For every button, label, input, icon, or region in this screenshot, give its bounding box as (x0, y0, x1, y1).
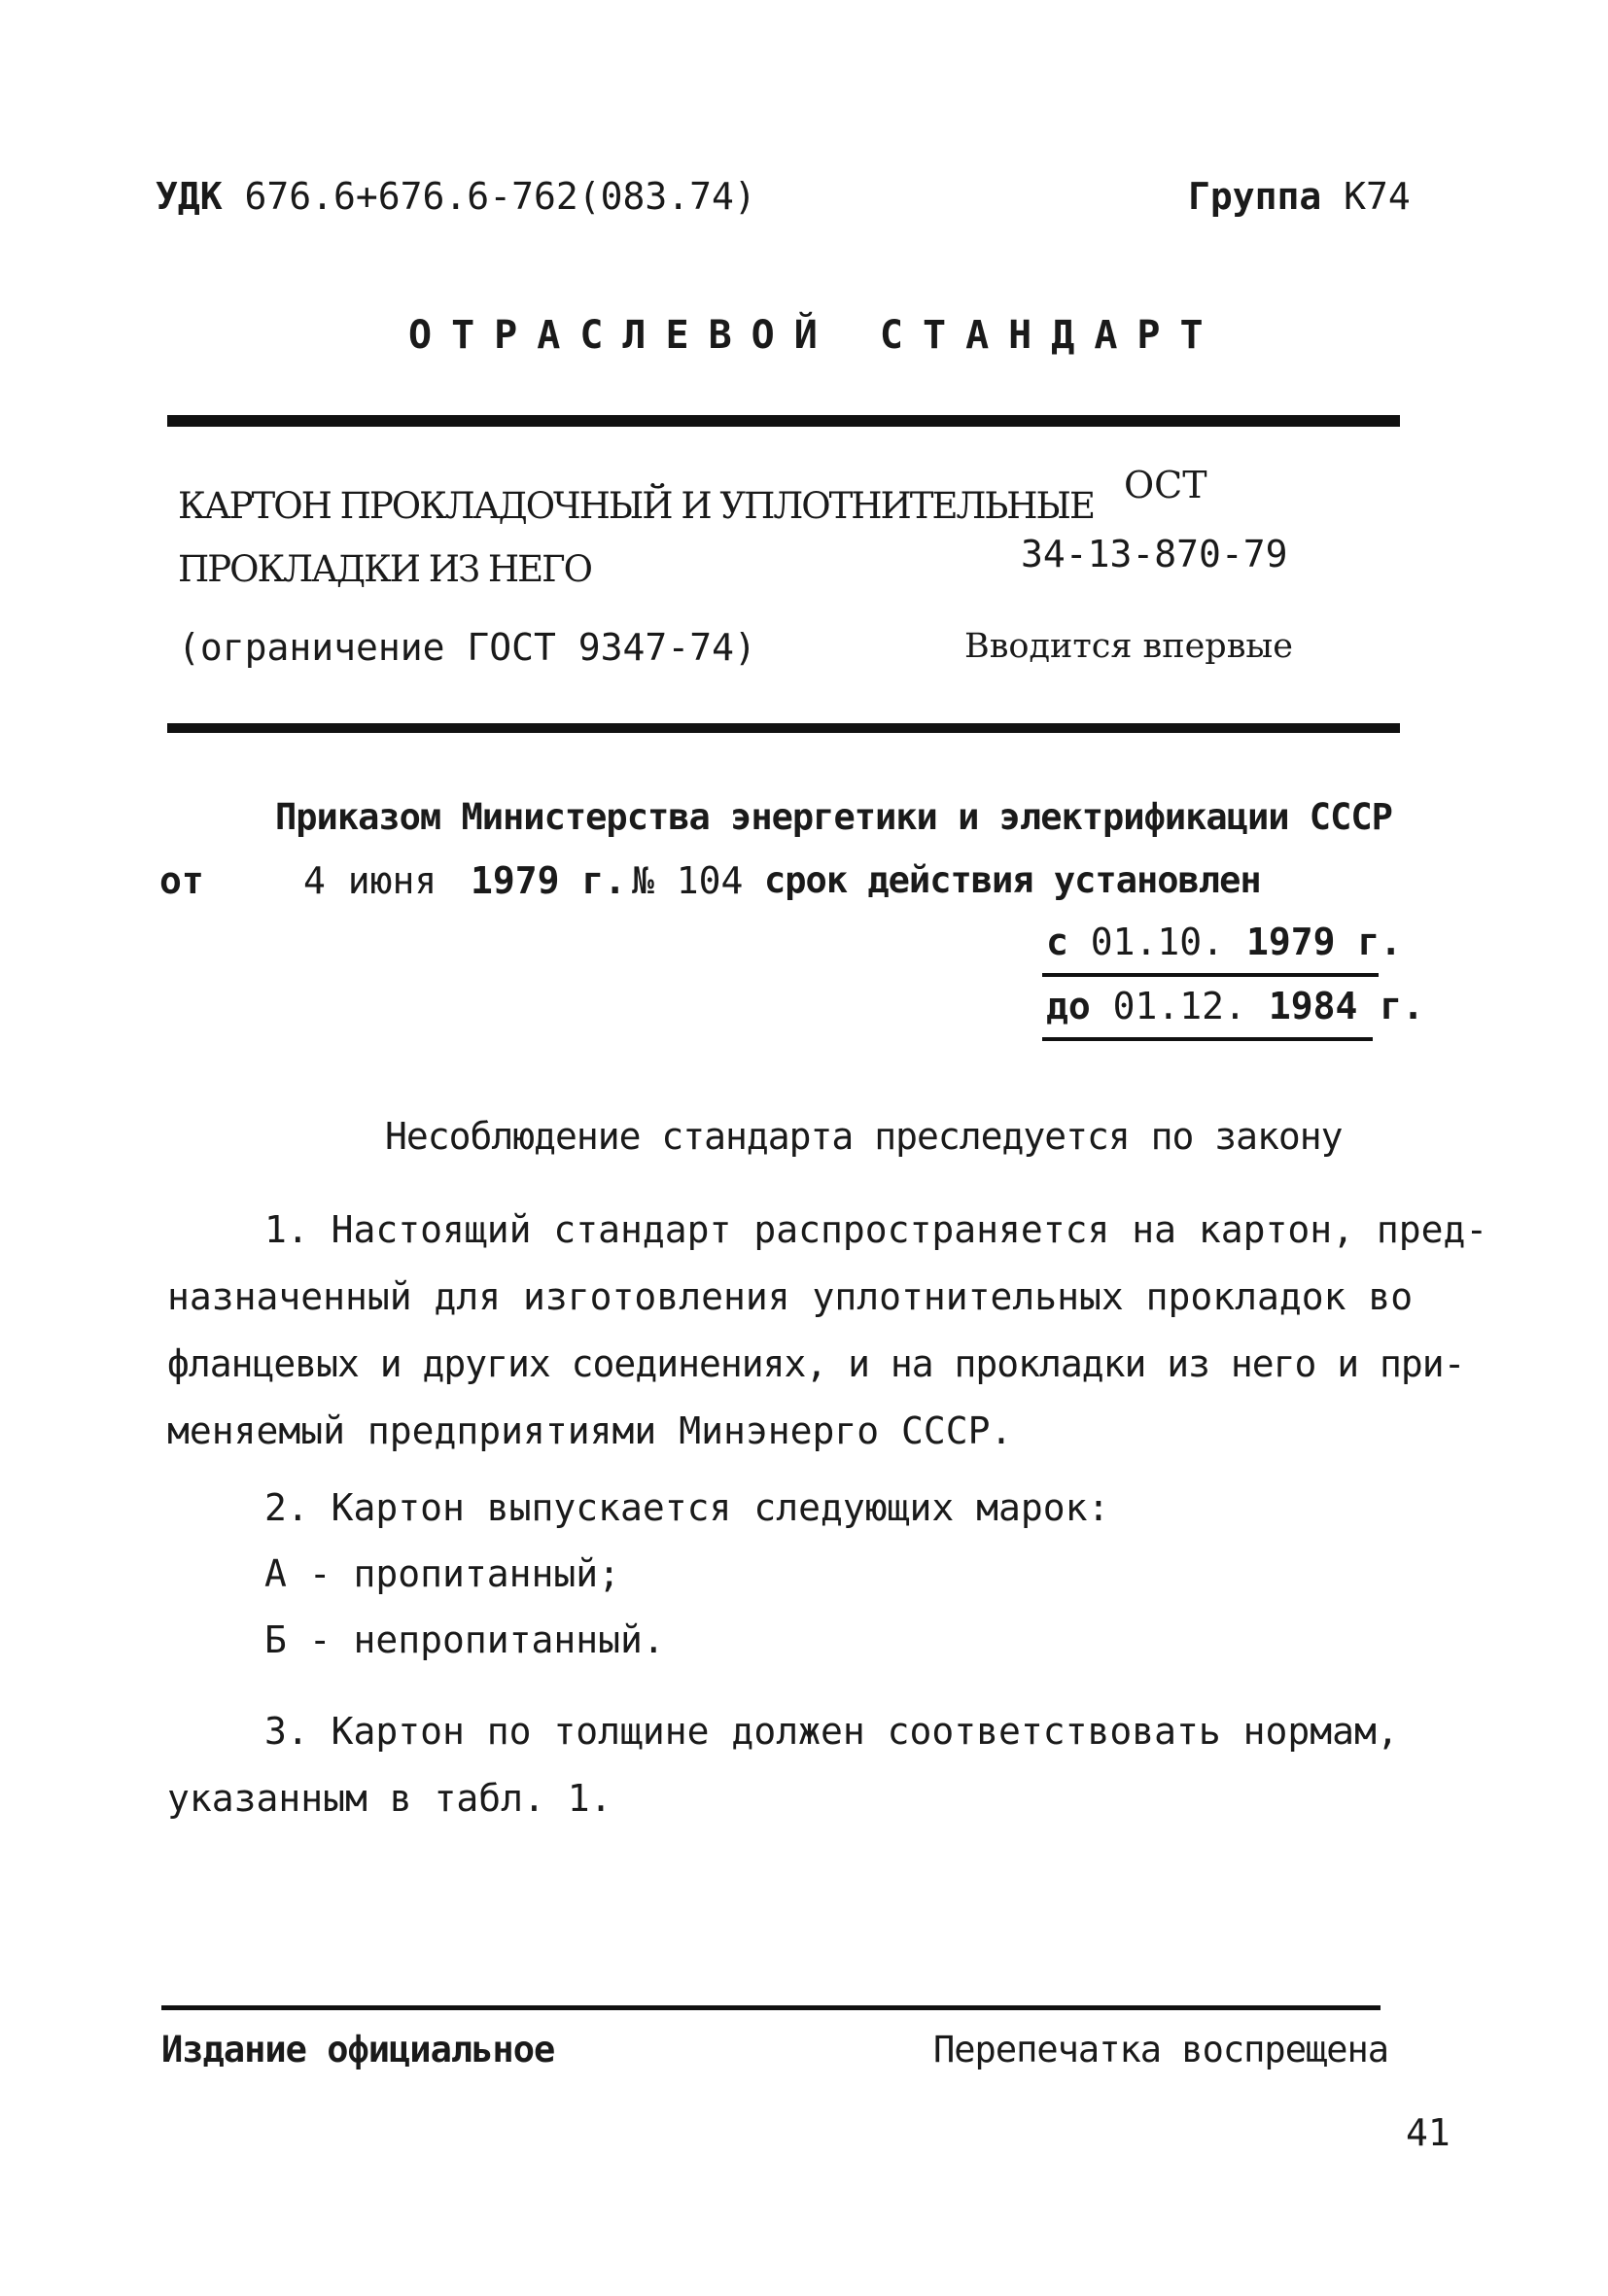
mid-thick-rule (167, 723, 1400, 733)
group-line (1188, 175, 1411, 218)
group-code: К74 (1344, 175, 1411, 218)
paragraph-3 (167, 1698, 1399, 1832)
standard-name-line2: ПРОКЛАДКИ ИЗ НЕГО (178, 548, 591, 590)
validity-start (1046, 921, 1402, 963)
document-title: ОТРАСЛЕВОЙ СТАНДАРТ (408, 313, 1223, 358)
footer-official-edition: Издание официальное (161, 2029, 555, 2070)
validity-start-underline (1042, 973, 1379, 977)
paragraph-2: 2. Картон выпускается следующих марок: (264, 1486, 1110, 1529)
top-thick-rule (167, 415, 1400, 427)
validity-end-underline (1042, 1037, 1373, 1041)
paragraph-1-line: меняемый предприятиями Минэнерго СССР. (167, 1409, 1013, 1452)
validity-end (1046, 985, 1424, 1027)
standard-restriction: (ограничение ГОСТ 9347-74) (178, 626, 756, 669)
order-from-label: от (159, 859, 204, 902)
order-validity: срок действия установлен (764, 859, 1261, 901)
paragraph-3-line: указанным в табл. 1. (167, 1777, 612, 1820)
footer-rule (161, 2005, 1381, 2010)
validity-start-year: 1979 г. (1245, 921, 1403, 963)
udk-label: УДК (156, 175, 223, 218)
udk-code: 676.6+676.6-762(083.74) (244, 175, 756, 218)
validity-end-year: 1984 г. (1268, 985, 1424, 1027)
order-year: 1979 г. (471, 859, 627, 902)
ost-number: 34-13-870-79 (1021, 533, 1288, 575)
validity-end-date: 01.12. (1112, 985, 1246, 1027)
paragraph-1 (167, 1197, 1488, 1465)
page-number: 41 (1406, 2111, 1451, 2154)
footer-reprint-prohibited: Перепечатка воспрещена (933, 2029, 1389, 2070)
paragraph-1-line: 1. Настоящий стандарт распространяется на картон, пред- (264, 1208, 1488, 1251)
udk-line (156, 175, 756, 218)
paragraph-1-line: назначенный для изготовления уплотнительных прокладок во (167, 1275, 1414, 1318)
standard-name-line1: КАРТОН ПРОКЛАДОЧНЫЙ И УПЛОТНИТЕЛЬНЫЕ (178, 485, 1094, 527)
ost-label: ОСТ (1124, 464, 1207, 506)
introduced-note: Вводится впервые (964, 627, 1293, 666)
validity-end-prefix: до (1046, 985, 1091, 1027)
grade-a: А - пропитанный; (264, 1552, 621, 1595)
order-date: 4 июня (303, 859, 437, 902)
paragraph-1-line: фланцевых и других соединениях, и на прокладки из него и при- (167, 1342, 1465, 1385)
legal-notice: Несоблюдение стандарта преследуется по закону (385, 1115, 1343, 1158)
grade-b: Б - непропитанный. (264, 1618, 665, 1661)
paragraph-3-line: 3. Картон по толщине должен соответствовать нормам, (264, 1710, 1399, 1753)
order-ministry: Приказом Министерства энергетики и электрификации СССР (275, 796, 1392, 838)
group-label: Группа (1188, 175, 1322, 218)
validity-start-date: 01.10. (1090, 921, 1225, 963)
validity-start-prefix: с (1046, 921, 1068, 963)
order-number: № 104 (632, 859, 744, 902)
